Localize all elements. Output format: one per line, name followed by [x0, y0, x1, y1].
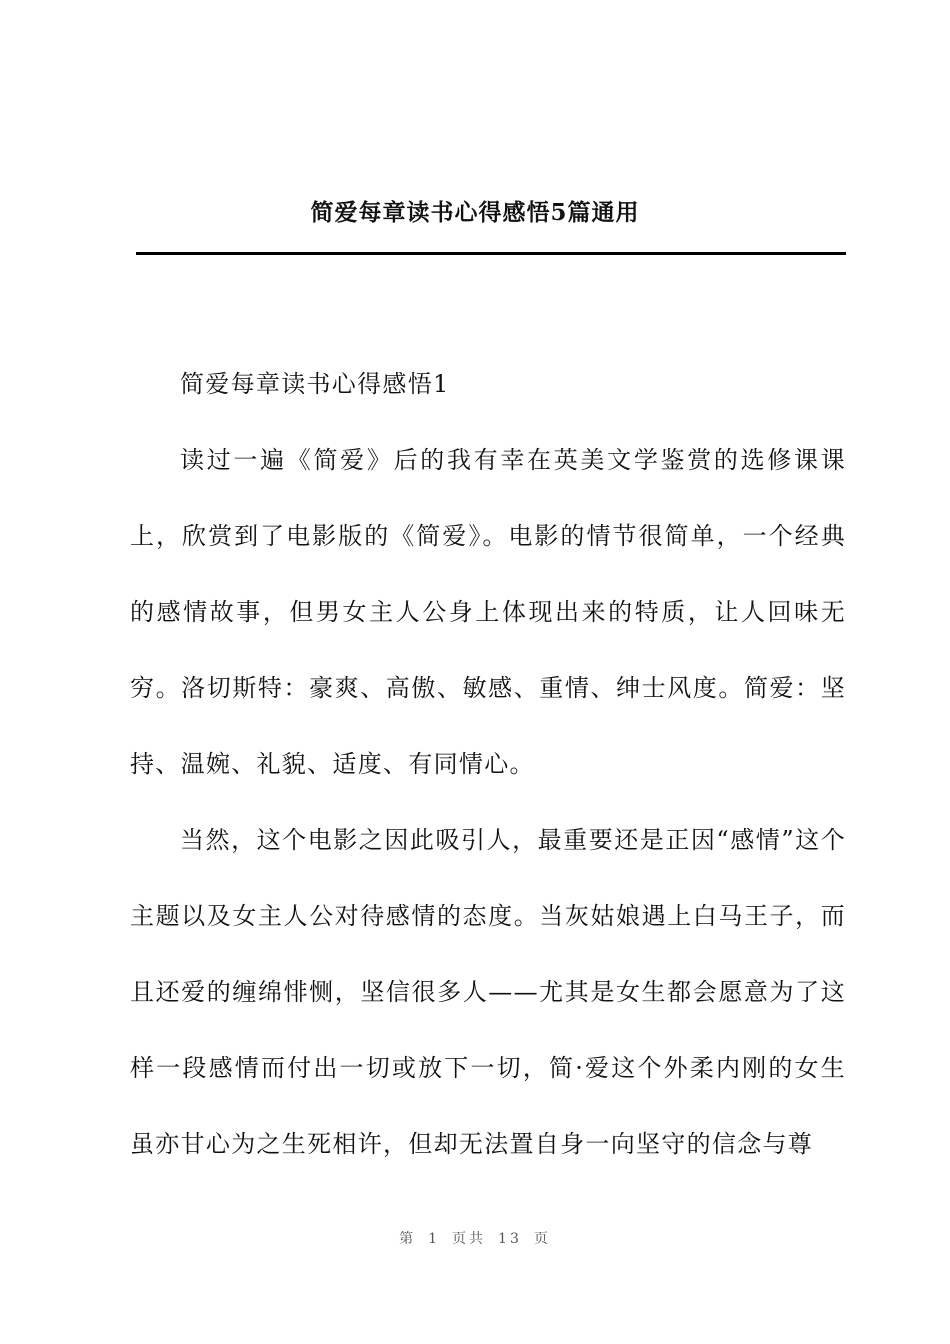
title-divider	[136, 252, 846, 255]
paragraph: 读过一遍《简爱》后的我有幸在英美文学鉴赏的选修课课上，欣赏到了电影版的《简爱》。电影的情节很简单，一个经典的感情故事，但男女主人公身上体现出来的特质，让人回味无穷。洛切斯特：豪爽、高傲、敏感、重情、绅士风度。简爱：坚持、温婉、礼貌、适度、有同情心。	[130, 446, 846, 778]
document-body	[130, 346, 846, 1182]
paragraph: 当然，这个电影之因此吸引人，最重要还是正因“感情”这个主题以及女主人公对待感情的态度。当灰姑娘遇上白马王子，而且还爱的缠绵悱恻，坚信很多人——尤其是女生都会愿意为了这样一段感情而付出一切或放下一切，简·爱这个外柔内刚的女生虽亦甘心为之生死相许，但却无法置自身一向坚守的信念与尊	[130, 826, 846, 1158]
section-heading: 简爱每章读书心得感悟1	[180, 370, 450, 398]
footer-suffix: 页	[533, 1231, 551, 1247]
page-footer	[0, 1228, 950, 1248]
footer-prefix: 第	[399, 1231, 417, 1247]
page-title: 简爱每章读书心得感悟5篇通用	[310, 199, 640, 226]
footer-page-number: 1	[428, 1231, 441, 1247]
footer-total-pages: 13	[498, 1231, 522, 1247]
footer-middle: 页共	[452, 1231, 487, 1247]
